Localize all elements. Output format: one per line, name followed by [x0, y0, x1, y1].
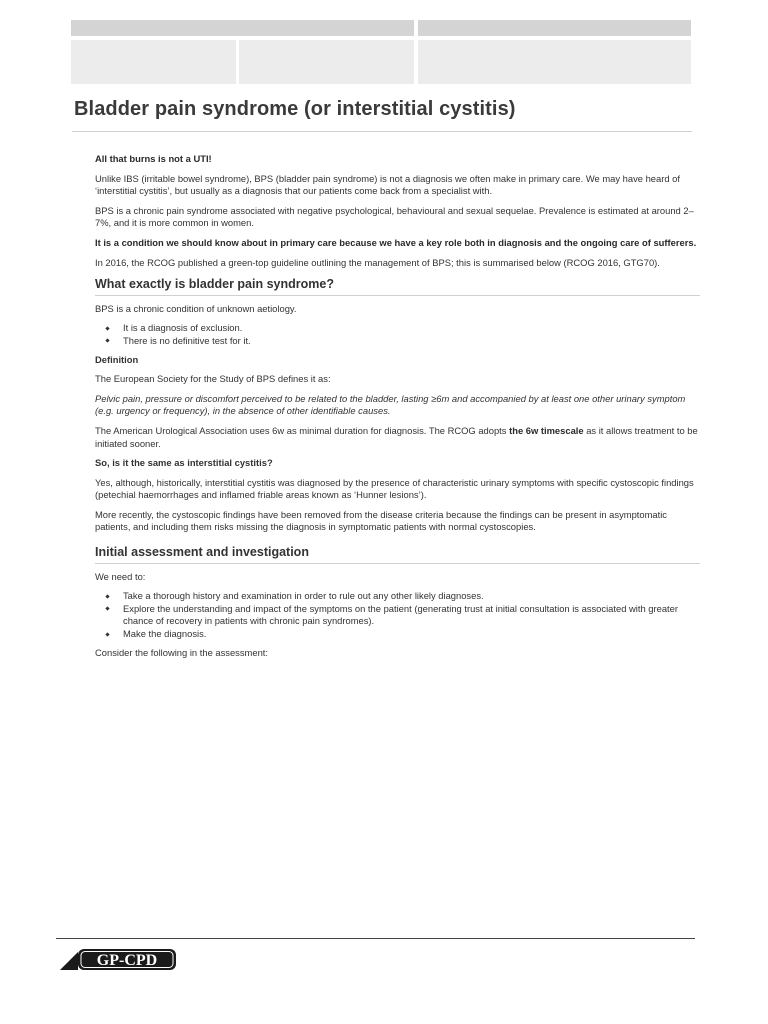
gp-cpd-logo	[60, 948, 178, 977]
header-cell-1	[71, 40, 236, 84]
intro-paragraph-3: It is a condition we should know about in primary care because we have a key role both in diagnosis and the ongoing care of sufferers.	[95, 236, 697, 248]
definition-paragraph: The European Society for the Study of BPS defines it as:	[95, 373, 331, 385]
section2-bullet-list	[95, 590, 700, 640]
gp-cpd-logo-graphic	[60, 948, 178, 972]
title-divider	[72, 131, 692, 132]
same-as-ic-paragraph-2: More recently, the cystoscopic findings have been removed from the disease criteria because the findings can be present in asymptomatic patients, and including them risks missing the diagnosis in symptomatic patients with normal cystoscopies.	[95, 508, 667, 533]
intro-paragraph-2: BPS is a chronic pain syndrome associated with negative psychological, behavioural and sexual sequelae. Prevalence is estimated at around 2–7%, and it is more common in women.	[95, 204, 694, 229]
aua-text-pre: The American Urological Association uses 6w as minimal duration for diagnosis. The RCOG adopts	[95, 424, 510, 436]
footer-divider	[56, 938, 695, 939]
definition-heading: Definition	[95, 353, 139, 365]
definition-quote: Pelvic pain, pressure or discomfort perceived to be related to the bladder, lasting ≥6m and accompanied by at least one other urinary symptom (e.g. urgency or frequency), in the absence of other identifiable causes.	[95, 392, 686, 417]
header-cell-2	[239, 40, 414, 84]
aua-paragraph	[95, 425, 700, 450]
section2-paragraph-2: Consider the following in the assessment:	[95, 646, 269, 658]
aua-text-bold: the 6w timescale	[509, 424, 584, 436]
same-as-ic-paragraph-1: Yes, although, historically, interstitial cystitis was diagnosed by the presence of characteristic urinary symptoms with specific cystoscopic findings (petechial haemorrhages and inflamed friable areas known as ‘Hunner lesions’).	[95, 476, 694, 501]
section2-paragraph-1: We need to:	[95, 570, 146, 582]
header-bar-left	[71, 20, 414, 36]
intro-heading: All that burns is not a UTI!	[95, 153, 212, 164]
header-cell-3	[418, 40, 691, 84]
logo-text: GP-CPD	[96, 952, 158, 969]
list-item: Explore the understanding and impact of the symptoms on the patient (generating trust at initial consultation is associated with greater chance of recovery in patients with chronic pain syndromes).	[95, 603, 700, 628]
section-heading-what-is-bps: What exactly is bladder pain syndrome?	[95, 278, 700, 296]
intro-paragraph-4: In 2016, the RCOG published a green-top guideline outlining the management of BPS; this is summarised below (RCOG 2016, GTG70).	[95, 256, 660, 268]
list-item: There is no definitive test for it.	[95, 335, 700, 348]
section-heading-initial-assessment: Initial assessment and investigation	[95, 546, 700, 564]
article-body	[95, 153, 700, 666]
same-as-ic-heading: So, is it the same as interstitial cystitis?	[95, 457, 273, 469]
header-bar-right	[418, 20, 691, 36]
list-item: Take a thorough history and examination in order to rule out any other likely diagnoses.	[95, 590, 700, 603]
list-item: Make the diagnosis.	[95, 628, 700, 641]
page-title: Bladder pain syndrome (or interstitial cystitis)	[74, 98, 516, 120]
section1-bullet-list	[95, 322, 700, 347]
section1-paragraph-1: BPS is a chronic condition of unknown aetiology.	[95, 302, 297, 314]
intro-paragraph-1: Unlike IBS (irritable bowel syndrome), BPS (bladder pain syndrome) is not a diagnosis we often make in primary care. We may have heard of ‘interstitial cystitis’, but usually as a diagnosis that our patients come back from a specialist with.	[95, 172, 680, 197]
list-item: It is a diagnosis of exclusion.	[95, 322, 700, 335]
aua-text-post: as it allows treatment to be initiated sooner.	[95, 424, 698, 449]
